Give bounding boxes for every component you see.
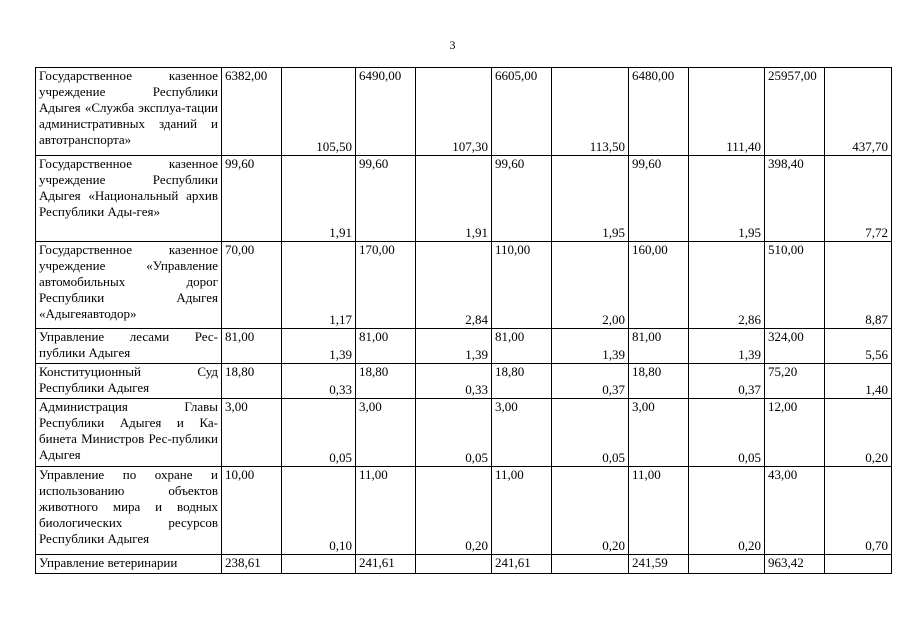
amount-cell: 6480,00 [629,68,689,156]
amount-cell: 241,61 [492,555,552,574]
page-number: 3 [449,38,456,52]
amount-cell: 398,40 [765,156,825,242]
amount-cell: 18,80 [222,364,282,399]
share-cell: 5,56 [825,329,892,364]
share-cell: 1,17 [282,242,356,329]
share-cell: 2,86 [689,242,765,329]
share-cell: 111,40 [689,68,765,156]
amount-cell: 6382,00 [222,68,282,156]
share-cell: 0,20 [416,467,492,555]
share-cell: 0,05 [552,399,629,467]
share-cell [416,555,492,574]
amount-cell: 3,00 [222,399,282,467]
organization-name: Управление ветеринарии [36,555,222,574]
amount-cell: 81,00 [222,329,282,364]
share-cell: 1,39 [552,329,629,364]
amount-cell: 3,00 [356,399,416,467]
share-cell: 1,95 [552,156,629,242]
share-cell: 0,70 [825,467,892,555]
amount-cell: 70,00 [222,242,282,329]
share-cell: 437,70 [825,68,892,156]
amount-cell: 12,00 [765,399,825,467]
amount-cell: 238,61 [222,555,282,574]
share-cell: 0,33 [416,364,492,399]
amount-cell: 75,20 [765,364,825,399]
amount-cell: 81,00 [356,329,416,364]
amount-cell: 11,00 [629,467,689,555]
share-cell: 1,39 [282,329,356,364]
table-row [36,555,892,574]
amount-cell: 110,00 [492,242,552,329]
share-cell: 0,20 [689,467,765,555]
table-row [36,68,892,156]
share-cell: 0,05 [689,399,765,467]
table-row [36,467,892,555]
amount-cell: 3,00 [629,399,689,467]
organization-name: Государственное казенное учреждение Республики Адыгея «Служба эксплуа-тации административных зданий и автотранспорта» [36,68,222,156]
share-cell: 1,91 [416,156,492,242]
share-cell: 0,37 [689,364,765,399]
amount-cell: 11,00 [492,467,552,555]
organization-name: Управление по охране и использованию объектов животного мира и водных биологических ресурсов Республики Адыгея [36,467,222,555]
amount-cell: 963,42 [765,555,825,574]
amount-cell: 81,00 [492,329,552,364]
share-cell: 2,00 [552,242,629,329]
amount-cell: 324,00 [765,329,825,364]
share-cell: 0,37 [552,364,629,399]
amount-cell: 18,80 [492,364,552,399]
amount-cell: 11,00 [356,467,416,555]
amount-cell: 99,60 [629,156,689,242]
share-cell: 1,39 [416,329,492,364]
share-cell: 113,50 [552,68,629,156]
organization-name: Администрация Главы Республики Адыгея и Ка-бинета Министров Рес-публики Адыгея [36,399,222,467]
table-row [36,329,892,364]
share-cell: 1,95 [689,156,765,242]
amount-cell: 241,61 [356,555,416,574]
budget-table [35,67,892,574]
amount-cell: 510,00 [765,242,825,329]
share-cell: 0,10 [282,467,356,555]
amount-cell: 99,60 [356,156,416,242]
share-cell: 0,20 [552,467,629,555]
amount-cell: 99,60 [222,156,282,242]
organization-name: Государственное казенное учреждение «Управление автомобильных дорог Республики Адыгея «Адыгеяавтодор» [36,242,222,329]
organization-name: Государственное казенное учреждение Республики Адыгея «Национальный архив Республики Ады-гея» [36,156,222,242]
share-cell [825,555,892,574]
share-cell [282,555,356,574]
amount-cell: 18,80 [356,364,416,399]
share-cell [552,555,629,574]
share-cell: 1,91 [282,156,356,242]
table-row [36,242,892,329]
share-cell: 107,30 [416,68,492,156]
amount-cell: 10,00 [222,467,282,555]
share-cell: 0,20 [825,399,892,467]
amount-cell: 99,60 [492,156,552,242]
share-cell: 0,05 [416,399,492,467]
amount-cell: 81,00 [629,329,689,364]
organization-name: Управление лесами Рес-публики Адыгея [36,329,222,364]
amount-cell: 6490,00 [356,68,416,156]
amount-cell: 25957,00 [765,68,825,156]
share-cell: 7,72 [825,156,892,242]
amount-cell: 3,00 [492,399,552,467]
amount-cell: 43,00 [765,467,825,555]
amount-cell: 6605,00 [492,68,552,156]
amount-cell: 18,80 [629,364,689,399]
share-cell: 2,84 [416,242,492,329]
table-row [36,399,892,467]
share-cell: 1,40 [825,364,892,399]
table-row [36,156,892,242]
amount-cell: 160,00 [629,242,689,329]
table-row [36,364,892,399]
share-cell: 1,39 [689,329,765,364]
share-cell: 0,05 [282,399,356,467]
share-cell: 105,50 [282,68,356,156]
share-cell: 0,33 [282,364,356,399]
share-cell [689,555,765,574]
share-cell: 8,87 [825,242,892,329]
amount-cell: 170,00 [356,242,416,329]
organization-name: Конституционный Суд Республики Адыгея [36,364,222,399]
amount-cell: 241,59 [629,555,689,574]
